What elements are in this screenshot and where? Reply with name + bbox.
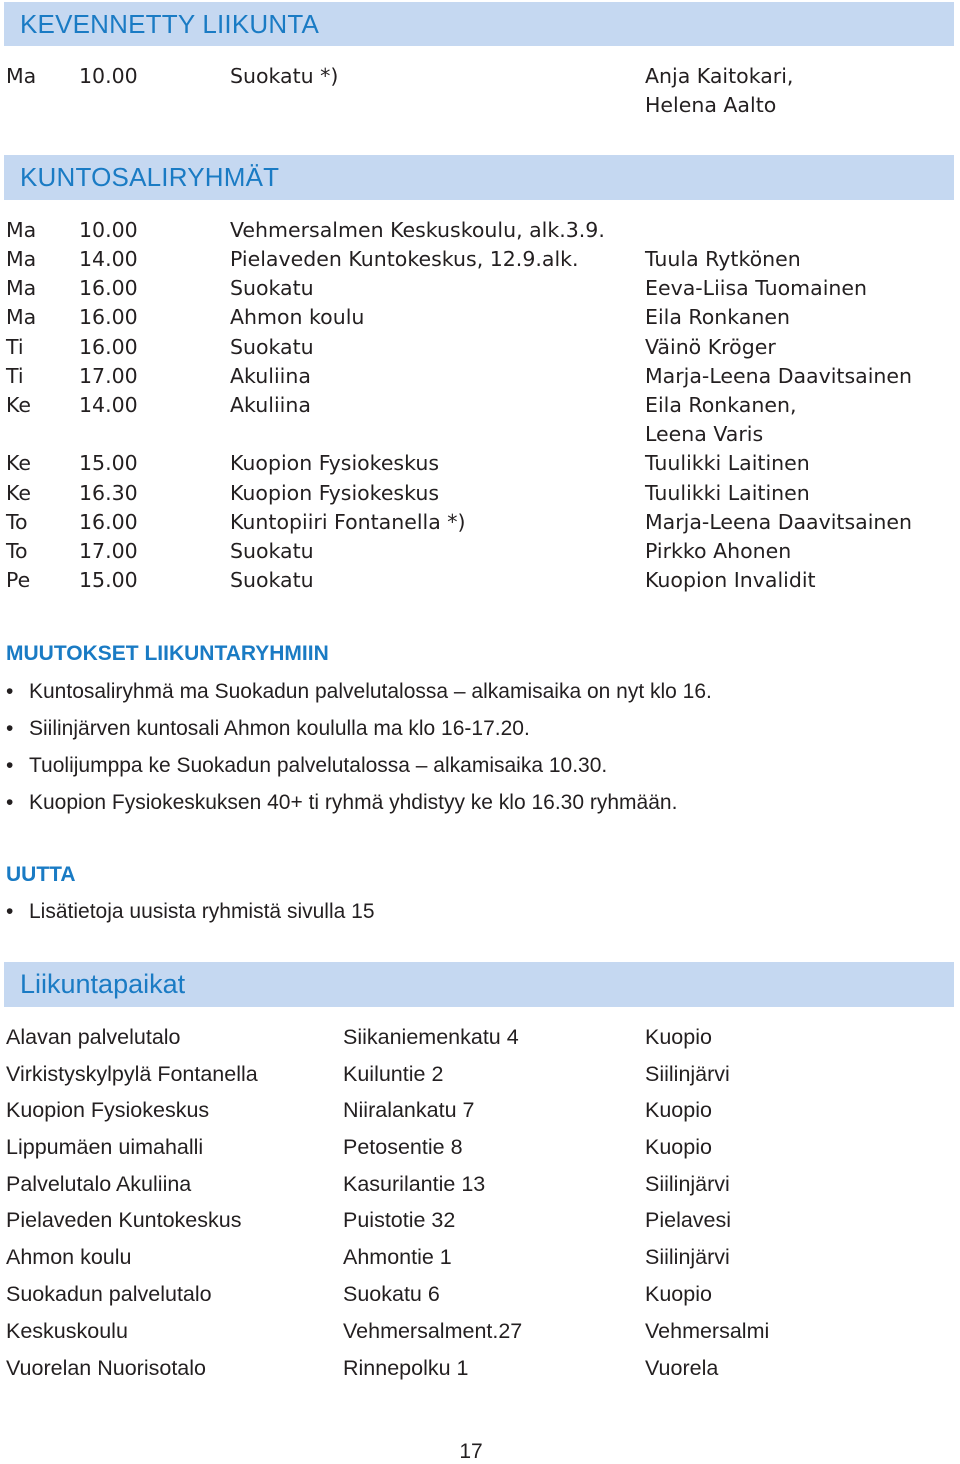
schedule-leader: Eeva-Liisa Tuomainen [645, 276, 867, 300]
venue-name: Virkistyskylpylä Fontanella [6, 1062, 258, 1086]
venue-address: Niiralankatu 7 [343, 1098, 475, 1122]
page-number: 17 [459, 1440, 483, 1463]
schedule-row [0, 216, 960, 245]
venue-city: Pielavesi [645, 1208, 732, 1232]
venue-address: Suokatu 6 [343, 1282, 440, 1306]
venue-address: Siikaniemenkatu 4 [343, 1025, 519, 1049]
schedule-leader: Väinö Kröger [645, 335, 776, 359]
venue-name: Vuorelan Nuorisotalo [6, 1356, 206, 1380]
table-row [0, 1024, 960, 1061]
venue-city: Kuopio [645, 1025, 712, 1049]
schedule-leader: Anja Kaitokari, [645, 64, 794, 88]
schedule-place: Suokatu [230, 335, 314, 359]
venue-city: Vuorela [645, 1356, 719, 1380]
schedule-row [0, 391, 960, 420]
section-header-kevennetty: KEVENNETTY LIIKUNTA [4, 2, 954, 46]
schedule-row [0, 274, 960, 303]
schedule-row [0, 91, 960, 120]
table-row [0, 1207, 960, 1244]
venue-address: Kasurilantie 13 [343, 1172, 486, 1196]
table-row [0, 1318, 960, 1355]
venue-city: Kuopio [645, 1135, 712, 1159]
venue-city: Siilinjärvi [645, 1245, 730, 1269]
table-row [0, 1355, 960, 1392]
uutta-list [6, 899, 375, 936]
venue-address: Rinnepolku 1 [343, 1356, 469, 1380]
list-item [6, 716, 712, 753]
schedule-day: Ti [6, 335, 24, 359]
muutokset-list [6, 679, 712, 827]
section-header-kuntosali: KUNTOSALIRYHMÄT [4, 155, 954, 200]
list-item-text: Kuntosaliryhmä ma Suokadun palvelutalossa – alkamisaika on nyt klo 16. [29, 680, 712, 703]
bullet-icon: • [6, 791, 14, 814]
schedule-leader: Helena Aalto [645, 93, 777, 117]
list-item [6, 753, 712, 790]
schedule-row [0, 508, 960, 537]
venue-city: Kuopio [645, 1098, 712, 1122]
schedule-time: 10.00 [79, 218, 138, 242]
list-item [6, 679, 712, 716]
bullet-icon: • [6, 680, 14, 703]
schedule-leader: Kuopion Invalidit [645, 568, 816, 592]
venue-name: Alavan palvelutalo [6, 1025, 181, 1049]
schedule-time: 15.00 [79, 451, 138, 475]
list-item-text: Kuopion Fysiokeskuksen 40+ ti ryhmä yhdistyy ke klo 16.30 ryhmään. [29, 791, 678, 814]
schedule-row [0, 333, 960, 362]
schedule-time: 16.00 [79, 510, 138, 534]
bullet-icon: • [6, 900, 14, 923]
schedule-row [0, 62, 960, 91]
venue-address: Vehmersalment.27 [343, 1319, 523, 1343]
list-item [6, 790, 712, 827]
schedule-row [0, 479, 960, 508]
venue-city: Siilinjärvi [645, 1062, 730, 1086]
table-row [0, 1281, 960, 1318]
list-item [6, 899, 375, 936]
schedule-day: Ke [6, 393, 32, 417]
schedule-place: Kuopion Fysiokeskus [230, 451, 440, 475]
schedule-place: Suokatu *) [230, 64, 339, 88]
schedule-place: Suokatu [230, 539, 314, 563]
schedule-leader: Marja-Leena Daavitsainen [645, 510, 913, 534]
venue-name: Palvelutalo Akuliina [6, 1172, 192, 1196]
schedule-place: Kuopion Fysiokeskus [230, 481, 440, 505]
schedule-time: 14.00 [79, 393, 138, 417]
schedule-place: Akuliina [230, 393, 311, 417]
schedule-leader: Pirkko Ahonen [645, 539, 792, 563]
venue-name: Suokadun palvelutalo [6, 1282, 212, 1306]
schedule-time: 17.00 [79, 364, 138, 388]
schedule-place: Suokatu [230, 276, 314, 300]
venue-address: Puistotie 32 [343, 1208, 456, 1232]
table-row [0, 1097, 960, 1134]
schedule-time: 17.00 [79, 539, 138, 563]
schedule-time: 16.30 [79, 481, 138, 505]
schedule-leader: Leena Varis [645, 422, 764, 446]
schedule-leader: Tuula Rytkönen [645, 247, 801, 271]
schedule-place: Pielaveden Kuntokeskus, 12.9.alk. [230, 247, 579, 271]
section-header-liikuntapaikat: Liikuntapaikat [4, 962, 954, 1007]
schedule-leader: Marja-Leena Daavitsainen [645, 364, 913, 388]
schedule-day: Pe [6, 568, 31, 592]
schedule-leader: Eila Ronkanen, [645, 393, 797, 417]
schedule-time: 10.00 [79, 64, 138, 88]
schedule-day: Ma [6, 276, 37, 300]
schedule-day: To [6, 510, 28, 534]
bullet-icon: • [6, 754, 14, 777]
venue-name: Kuopion Fysiokeskus [6, 1098, 210, 1122]
schedule-day: Ke [6, 451, 32, 475]
muutokset-heading: MUUTOKSET LIIKUNTARYHMIIN [6, 642, 329, 665]
table-row [0, 1061, 960, 1098]
schedule-row [0, 362, 960, 391]
schedule-day: Ti [6, 364, 24, 388]
schedule-row [0, 566, 960, 595]
schedule-row [0, 420, 960, 449]
schedule-place: Suokatu [230, 568, 314, 592]
schedule-time: 15.00 [79, 568, 138, 592]
venue-address: Kuiluntie 2 [343, 1062, 444, 1086]
venue-name: Lippumäen uimahalli [6, 1135, 204, 1159]
schedule-place: Ahmon koulu [230, 305, 365, 329]
schedule-day: Ke [6, 481, 32, 505]
bullet-icon: • [6, 717, 14, 740]
list-item-text: Tuolijumppa ke Suokadun palvelutalossa – alkamisaika 10.30. [29, 754, 608, 777]
schedule-time: 16.00 [79, 335, 138, 359]
schedule-row [0, 537, 960, 566]
uutta-heading: UUTTA [6, 863, 76, 886]
table-row [0, 1134, 960, 1171]
schedule-leader: Eila Ronkanen [645, 305, 790, 329]
list-item-text: Siilinjärven kuntosali Ahmon koululla ma klo 16-17.20. [29, 717, 530, 740]
schedule-time: 14.00 [79, 247, 138, 271]
venue-address: Ahmontie 1 [343, 1245, 452, 1269]
schedule-row [0, 449, 960, 478]
schedule-leader: Tuulikki Laitinen [645, 451, 810, 475]
venue-name: Pielaveden Kuntokeskus [6, 1208, 242, 1232]
schedule-time: 16.00 [79, 305, 138, 329]
venue-city: Vehmersalmi [645, 1319, 770, 1343]
schedule-day: Ma [6, 247, 37, 271]
schedule-row [0, 245, 960, 274]
schedule-place: Vehmersalmen Keskuskoulu, alk.3.9. [230, 218, 605, 242]
venue-name: Ahmon koulu [6, 1245, 132, 1269]
table-row [0, 1171, 960, 1208]
list-item-text: Lisätietoja uusista ryhmistä sivulla 15 [29, 900, 375, 923]
schedule-day: Ma [6, 305, 37, 329]
venue-city: Siilinjärvi [645, 1172, 730, 1196]
schedule-day: To [6, 539, 28, 563]
schedule-day: Ma [6, 64, 37, 88]
schedule-place: Kuntopiiri Fontanella *) [230, 510, 466, 534]
schedule-row [0, 303, 960, 332]
schedule-leader: Tuulikki Laitinen [645, 481, 810, 505]
venue-address: Petosentie 8 [343, 1135, 463, 1159]
schedule-place: Akuliina [230, 364, 311, 388]
venue-name: Keskuskoulu [6, 1319, 128, 1343]
venue-city: Kuopio [645, 1282, 712, 1306]
table-row [0, 1244, 960, 1281]
schedule-time: 16.00 [79, 276, 138, 300]
schedule-day: Ma [6, 218, 37, 242]
